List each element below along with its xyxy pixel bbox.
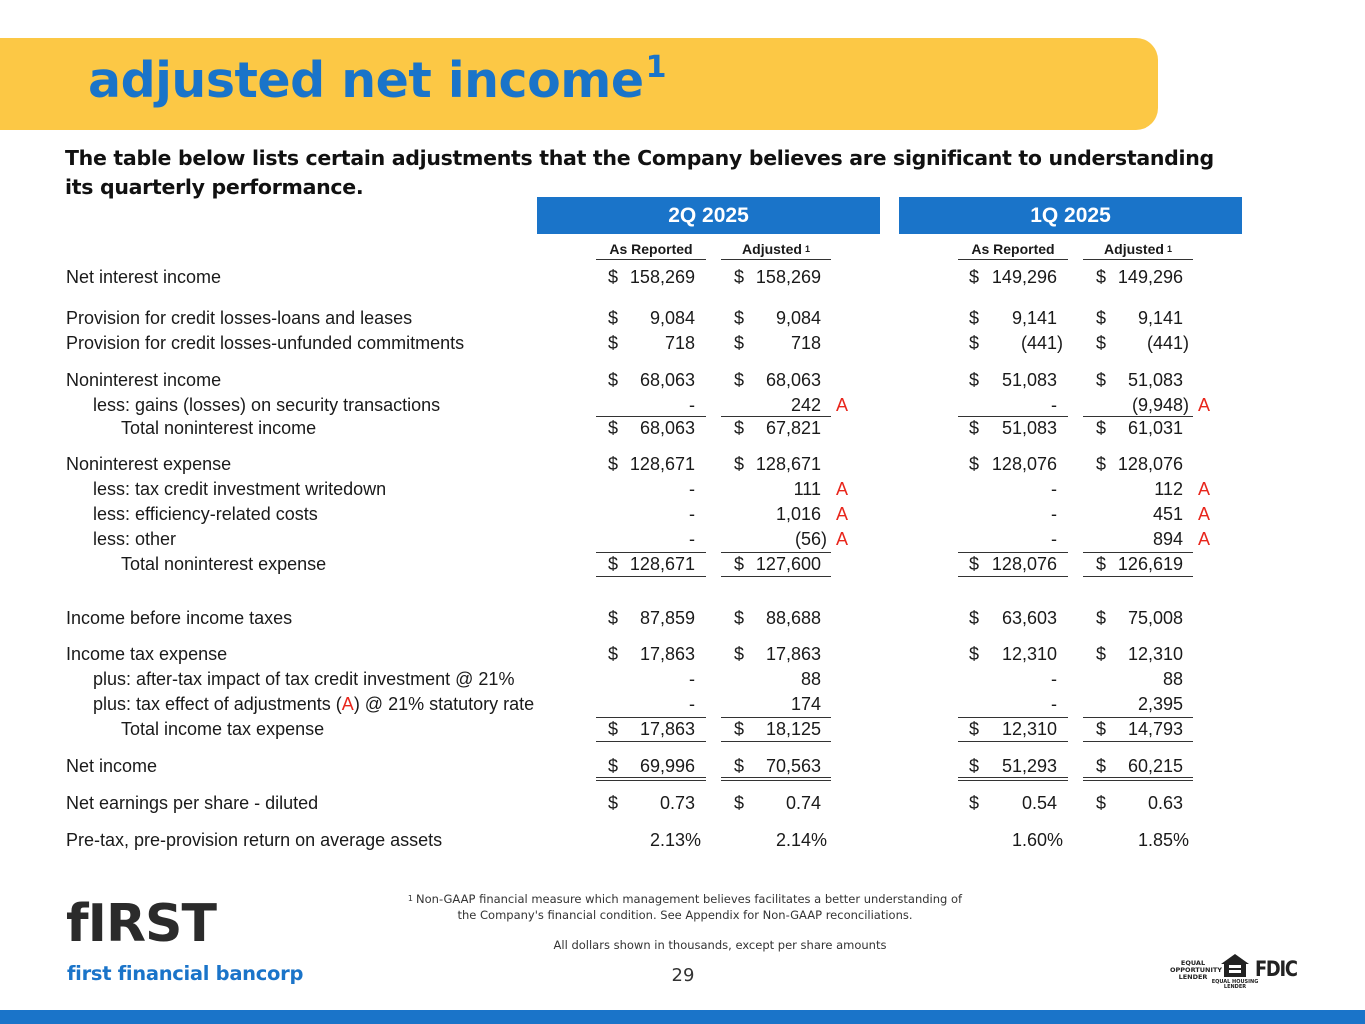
cell-value: 451	[1152, 504, 1183, 524]
cell-value: 60,215	[1127, 756, 1183, 776]
table-row	[0, 477, 1365, 501]
cell-value: 128,076	[991, 454, 1057, 474]
subtotal-rule	[1083, 416, 1193, 417]
cell-value: 0.74	[785, 793, 821, 813]
page-title: adjusted net income$^1$	[88, 50, 666, 109]
row-label: Total income tax expense	[121, 719, 325, 739]
cell-value: 68,063	[765, 370, 821, 390]
cell-value: 68,063	[639, 418, 695, 438]
cell-value: -	[689, 529, 695, 549]
footnote: $^1$ Non-GAAP financial measure which management believes facilitates a better understanding of the Company's financial condition. See Appendix for Non-GAAP reconciliations.	[407, 892, 963, 922]
currency-symbol: $	[969, 267, 980, 287]
cell-value: 18,125	[765, 719, 821, 739]
row-label: Income tax expense	[66, 644, 228, 664]
adjustment-flag: A	[1198, 479, 1211, 499]
cell-value: (56)	[794, 529, 827, 549]
currency-symbol: $	[608, 719, 619, 739]
cell-value: 88	[800, 669, 821, 689]
row-label: Pre-tax, pre-provision return on average assets	[66, 830, 443, 850]
cell-value: 88	[1162, 669, 1183, 689]
cell-value: 0.63	[1147, 793, 1183, 813]
adjustment-flag: A	[836, 504, 849, 524]
cell-value: 75,008	[1127, 608, 1183, 628]
cell-value: 718	[664, 333, 695, 353]
currency-symbol: $	[734, 793, 745, 813]
cell-value: 128,076	[1117, 454, 1183, 474]
adjustment-flag: A	[836, 479, 849, 499]
table-row	[0, 828, 1365, 852]
adjustment-flag: A	[1198, 529, 1211, 549]
subtotal-rule	[721, 416, 831, 417]
cell-value: 17,863	[765, 644, 821, 664]
cell-value: (441)	[1020, 333, 1063, 353]
cell-value: 70,563	[765, 756, 821, 776]
total-rule	[721, 741, 831, 742]
cell-value: 0.73	[659, 793, 695, 813]
double-total-rule	[721, 777, 831, 781]
col-head-as-reported-2q: As Reported	[596, 240, 706, 260]
table-row	[0, 393, 1365, 417]
table-row	[0, 416, 1365, 440]
currency-symbol: $	[969, 793, 980, 813]
units-note: All dollars shown in thousands, except per share amounts	[553, 938, 887, 952]
subtotal-rule	[596, 552, 706, 553]
currency-symbol: $	[608, 267, 619, 287]
row-label: Noninterest expense	[66, 454, 232, 474]
table-row	[0, 527, 1365, 551]
cell-value: 67,821	[765, 418, 821, 438]
row-label: less: other	[93, 529, 177, 549]
total-rule	[1083, 576, 1193, 577]
currency-symbol: $	[969, 454, 980, 474]
currency-symbol: $	[734, 370, 745, 390]
svg-text:LENDER: LENDER	[1223, 984, 1247, 990]
cell-value: -	[689, 504, 695, 524]
subtotal-rule	[958, 416, 1068, 417]
table-row	[0, 306, 1365, 330]
currency-symbol: $	[1096, 454, 1107, 474]
cell-value: 17,863	[639, 644, 695, 664]
cell-value: (9,948)	[1131, 395, 1189, 415]
equal-housing-lender-icon	[1211, 953, 1259, 990]
table-row	[0, 265, 1365, 289]
currency-symbol: $	[734, 418, 745, 438]
currency-symbol: $	[969, 756, 980, 776]
page-number: 29	[671, 965, 695, 986]
cell-value: 14,793	[1127, 719, 1183, 739]
cell-value: 127,600	[755, 554, 821, 574]
double-total-rule	[1083, 777, 1193, 781]
table-row	[0, 791, 1365, 815]
currency-symbol: $	[969, 554, 980, 574]
adjustment-flag: A	[836, 395, 849, 415]
row-label: less: gains (losses) on security transactions	[93, 395, 441, 415]
cell-value: -	[1051, 694, 1057, 714]
currency-symbol: $	[1096, 308, 1107, 328]
currency-symbol: $	[969, 308, 980, 328]
currency-symbol: $	[608, 333, 619, 353]
row-label: Total noninterest income	[121, 418, 317, 438]
table-row	[0, 502, 1365, 526]
row-label: Income before income taxes	[66, 608, 293, 628]
currency-symbol: $	[734, 267, 745, 287]
row-label: Net earnings per share - diluted	[66, 793, 319, 813]
cell-value: -	[1051, 395, 1057, 415]
cell-value: 1.85%	[1137, 830, 1189, 850]
cell-value: 9,084	[649, 308, 695, 328]
row-label: Noninterest income	[66, 370, 222, 390]
currency-symbol: $	[1096, 333, 1107, 353]
table-row	[0, 552, 1365, 576]
cell-value: 61,031	[1127, 418, 1183, 438]
cell-value: 158,269	[629, 267, 695, 287]
fdic-logo: FDIC	[1255, 957, 1297, 981]
svg-text:EQUAL HOUSING: EQUAL HOUSING	[1211, 979, 1259, 985]
currency-symbol: $	[969, 333, 980, 353]
total-rule	[958, 576, 1068, 577]
subtotal-rule	[596, 416, 706, 417]
currency-symbol: $	[1096, 554, 1107, 574]
cell-value: 2.13%	[649, 830, 701, 850]
row-label: Net interest income	[66, 267, 222, 287]
col-head-adjusted-2q: Adjusted $^1$	[721, 240, 831, 260]
cell-value: 51,083	[1127, 370, 1183, 390]
currency-symbol: $	[608, 454, 619, 474]
period-header-1q2025: 1Q 2025	[899, 197, 1242, 234]
subtotal-rule	[596, 717, 706, 718]
currency-symbol: $	[608, 418, 619, 438]
cell-value: 51,083	[1001, 370, 1057, 390]
cell-value: 2.14%	[775, 830, 827, 850]
currency-symbol: $	[1096, 267, 1107, 287]
cell-value: 128,076	[991, 554, 1057, 574]
currency-symbol: $	[1096, 719, 1107, 739]
cell-value: 69,996	[639, 756, 695, 776]
currency-symbol: $	[969, 370, 980, 390]
cell-value: 51,083	[1001, 418, 1057, 438]
row-label: Total noninterest expense	[121, 554, 327, 574]
cell-value: 111	[793, 479, 821, 499]
cell-value: 242	[790, 395, 821, 415]
adjustment-flag: A	[1198, 504, 1211, 524]
table-row	[0, 667, 1365, 691]
col-head-adjusted-1q: Adjusted $^1$	[1083, 240, 1193, 260]
table-row	[0, 606, 1365, 630]
cell-value: -	[689, 479, 695, 499]
currency-symbol: $	[734, 719, 745, 739]
currency-symbol: $	[608, 644, 619, 664]
adjustment-flag: A	[1198, 395, 1211, 415]
currency-symbol: $	[1096, 418, 1107, 438]
currency-symbol: $	[608, 793, 619, 813]
currency-symbol: $	[734, 756, 745, 776]
subtotal-rule	[721, 552, 831, 553]
cell-value: 12,310	[1127, 644, 1183, 664]
cell-value: -	[1051, 529, 1057, 549]
currency-symbol: $	[734, 554, 745, 574]
double-total-rule	[958, 777, 1068, 781]
cell-value: 158,269	[755, 267, 821, 287]
total-rule	[721, 576, 831, 577]
currency-symbol: $	[734, 644, 745, 664]
double-total-rule	[596, 777, 706, 781]
table-row	[0, 642, 1365, 666]
cell-value: 51,293	[1001, 756, 1057, 776]
currency-symbol: $	[1096, 793, 1107, 813]
currency-symbol: $	[1096, 370, 1107, 390]
cell-value: 128,671	[755, 454, 821, 474]
row-label: less: efficiency-related costs	[93, 504, 318, 524]
cell-value: 1,016	[775, 504, 821, 524]
cell-value: 9,141	[1011, 308, 1057, 328]
cell-value: -	[1051, 479, 1057, 499]
table-row	[0, 331, 1365, 355]
currency-symbol: $	[734, 454, 745, 474]
bottom-bar	[0, 1010, 1365, 1024]
currency-symbol: $	[734, 308, 745, 328]
total-rule	[1083, 741, 1193, 742]
company-logo-name: first financial bancorp	[67, 962, 304, 985]
cell-value: 1.60%	[1011, 830, 1063, 850]
cell-value: 112	[1154, 479, 1183, 499]
cell-value: 149,296	[1117, 267, 1183, 287]
subtotal-rule	[721, 717, 831, 718]
cell-value: -	[1051, 669, 1057, 689]
currency-symbol: $	[608, 756, 619, 776]
equal-opportunity-lender-badge: EQUAL OPPORTUNITY LENDER	[1170, 959, 1223, 981]
cell-value: 126,619	[1117, 554, 1183, 574]
subtotal-rule	[958, 552, 1068, 553]
cell-value: 718	[790, 333, 821, 353]
cell-value: 2,395	[1137, 694, 1183, 714]
total-rule	[958, 741, 1068, 742]
row-label: less: tax credit investment writedown	[93, 479, 387, 499]
row-label: Provision for credit losses-unfunded commitments	[66, 333, 465, 353]
cell-value: 88,688	[765, 608, 821, 628]
col-head-as-reported-1q: As Reported	[958, 240, 1068, 260]
table-row	[0, 717, 1365, 741]
cell-value: 9,084	[775, 308, 821, 328]
subtotal-rule	[1083, 552, 1193, 553]
currency-symbol: $	[969, 644, 980, 664]
currency-symbol: $	[969, 608, 980, 628]
table-row	[0, 452, 1365, 476]
row-label: plus: after-tax impact of tax credit investment @ 21%	[93, 669, 515, 689]
cell-value: 68,063	[639, 370, 695, 390]
currency-symbol: $	[608, 554, 619, 574]
period-header-2q2025: 2Q 2025	[537, 197, 880, 234]
cell-value: 17,863	[639, 719, 695, 739]
cell-value: 87,859	[639, 608, 695, 628]
cell-value: (441)	[1146, 333, 1189, 353]
currency-symbol: $	[608, 370, 619, 390]
cell-value: -	[689, 669, 695, 689]
currency-symbol: $	[608, 608, 619, 628]
cell-value: 128,671	[629, 554, 695, 574]
cell-value: -	[689, 395, 695, 415]
cell-value: 174	[790, 694, 821, 714]
currency-symbol: $	[734, 333, 745, 353]
row-label: Provision for credit losses-loans and leases	[66, 308, 413, 328]
total-rule	[596, 741, 706, 742]
total-rule	[596, 576, 706, 577]
cell-value: 12,310	[1001, 719, 1057, 739]
cell-value: 894	[1152, 529, 1183, 549]
intro-text: The table below lists certain adjustments that the Company believes are significant to understanding its quarterly performance.	[65, 146, 1214, 199]
cell-value: 128,671	[629, 454, 695, 474]
currency-symbol: $	[969, 719, 980, 739]
currency-symbol: $	[734, 608, 745, 628]
cell-value: 63,603	[1001, 608, 1057, 628]
subtotal-rule	[1083, 717, 1193, 718]
cell-value: 149,296	[991, 267, 1057, 287]
table-row	[0, 368, 1365, 392]
subtotal-rule	[958, 717, 1068, 718]
row-label: Net income	[66, 756, 158, 776]
currency-symbol: $	[1096, 608, 1107, 628]
table-row	[0, 692, 1365, 716]
adjustment-flag: A	[836, 529, 849, 549]
cell-value: 9,141	[1137, 308, 1183, 328]
cell-value: -	[689, 694, 695, 714]
currency-symbol: $	[608, 308, 619, 328]
table-row	[0, 754, 1365, 778]
cell-value: 12,310	[1001, 644, 1057, 664]
company-logo-mark: fIRST	[66, 894, 216, 954]
currency-symbol: $	[1096, 644, 1107, 664]
cell-value: -	[1051, 504, 1057, 524]
currency-symbol: $	[1096, 756, 1107, 776]
cell-value: 0.54	[1021, 793, 1057, 813]
row-label: plus: tax effect of adjustments (A) @ 21% statutory rate	[93, 694, 535, 714]
currency-symbol: $	[969, 418, 980, 438]
